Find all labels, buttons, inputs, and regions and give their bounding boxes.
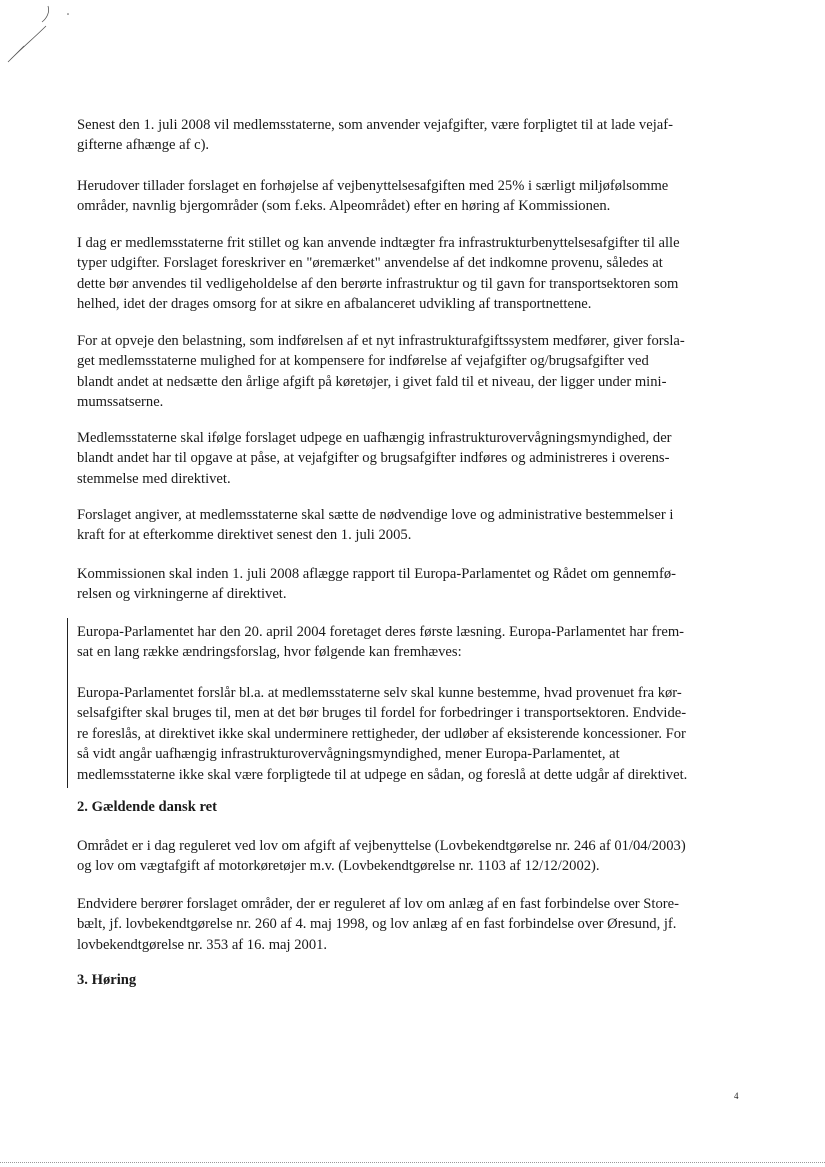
- page-number: 4: [734, 1091, 739, 1101]
- section-heading-2: 2. Gældende dansk ret: [77, 799, 218, 815]
- paragraph-10: Området er i dag reguleret ved lov om afgift af vejbenyttelse (Lovbekendtgørelse nr. 246 af 01/04/2003) og lov om vægtafgift af motorkøretøjer m.v. (Lovbekendtgørelse nr. 1103 af 12/12/2002).: [77, 838, 686, 875]
- page-bottom-edge: [0, 1162, 825, 1163]
- paragraph-9: Europa-Parlamentet forslår bl.a. at medlemsstaterne selv skal kunne bestemme, hvad provenuet fra kør- selsafgifter skal bruges til, men at det bør bruges til fordel for forbedringer i transportsektoren. Endvide- re foreslås, at direktivet ikke skal underminere rettigheder, der udløber af eksisterende koncessioner. For så vidt angår uafhængig infrastrukturovervågningsmyndighed, mener Europa-Parlamentet, at medlemsstaterne ikke skal være forpligtede til at udpege en sådan, og foreslå at dette udgår af direktivet.: [77, 685, 688, 783]
- paragraph-6: Forslaget angiver, at medlemsstaterne skal sætte de nødvendige love og administrative bestemmelser i kraft for at efterkomme direktivet senest den 1. juli 2005.: [77, 507, 674, 544]
- revision-change-bar: [67, 618, 68, 788]
- paragraph-8: Europa-Parlamentet har den 20. april 2004 foretaget deres første læsning. Europa-Parlamentet har frem- sat en lang række ændringsforslag, hvor følgende kan fremhæves:: [77, 624, 685, 661]
- paragraph-5: Medlemsstaterne skal ifølge forslaget udpege en uafhængig infrastrukturovervågningsmyndighed, der blandt andet har til opgave at påse, at vejafgifter og brugsafgifter indføres og administreres i overens- stemmelse med direktivet.: [77, 430, 672, 487]
- handwritten-mark-icon: [0, 0, 80, 80]
- paragraph-1: Senest den 1. juli 2008 vil medlemsstaterne, som anvender vejafgifter, være forpligtet til at lade vejaf- gifterne afhænge af c).: [77, 117, 673, 154]
- paragraph-7: Kommissionen skal inden 1. juli 2008 aflægge rapport til Europa-Parlamentet og Rådet om gennemfø- relsen og virkningerne af direktivet.: [77, 566, 677, 603]
- paragraph-4: For at opveje den belastning, som indførelsen af et nyt infrastrukturafgiftssystem medfører, giver forsla- get medlemsstaterne mulighed for at kompensere for indførelse af vejafgifter og/brugsafgifter ved blandt andet at nedsætte den årlige afgift på køretøjer, i givet fald til et niveau, der ligger under mini- mumssatserne.: [77, 333, 685, 411]
- paragraph-11: Endvidere berører forslaget områder, der er reguleret af lov om anlæg af en fast forbindelse over Store- bælt, jf. lovbekendtgørelse nr. 260 af 4. maj 1998, og lov anlæg af en fast forbindelse over Øresund, jf. lovbekendtgørelse nr. 353 af 16. maj 2001.: [77, 896, 679, 953]
- paragraph-2: Herudover tillader forslaget en forhøjelse af vejbenyttelsesafgiften med 25% i særligt miljøfølsomme områder, navnlig bjergområder (som f.eks. Alpeområdet) efter en høring af Kommissionen.: [77, 178, 669, 215]
- section-heading-3: 3. Høring: [77, 972, 137, 988]
- paragraph-3: I dag er medlemsstaterne frit stillet og kan anvende indtægter fra infrastrukturbenyttelsesafgifter til alle typer udgifter. Forslaget foreskriver en "øremærket" anvendelse af det indkomne provenu, således at dette bør anvendes til vedligeholdelse af den berørte infrastruktur og til gavn for transportsektoren som helhed, idet der drages omsorg for at sikre en afbalanceret udvikling af transportnettene.: [77, 235, 680, 313]
